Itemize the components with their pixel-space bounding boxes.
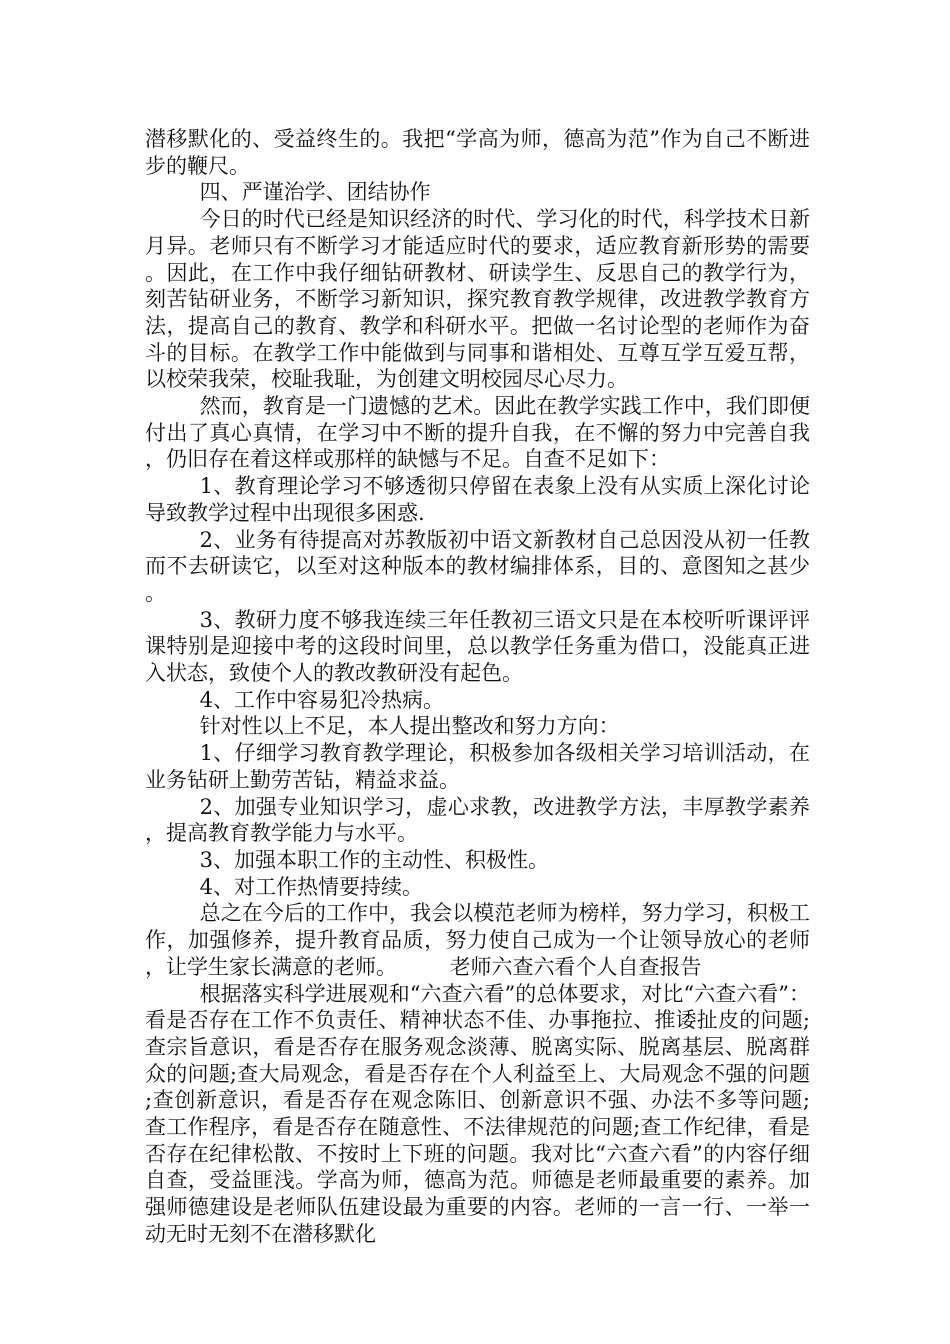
paragraph-continuation: 潜移默化的、受益终生的。我把“学高为师，德高为范”作为自己不断进步的鞭尺。 bbox=[145, 127, 810, 178]
paragraph-learning-era: 今日的时代已经是知识经济的时代、学习化的时代，科学技术日新月异。老师只有不断学习才能适应时代的要求，适应教育新形势的需要。因此，在工作中我仔细钻研教材、研读学生、反思自己的教学行为，刻苦钻研业务，不断学习新知识，探究教育教学规律，改进教学教育方法，提高自己的教育、教学和科研水平。把做一名讨论型的老师作为奋斗的目标。在教学工作中能做到与同事和谐相处、互尊互学互爱互帮，以校荣我荣，校耻我耻，为创建文明校园尽心尽力。 bbox=[145, 207, 810, 392]
shortcoming-item-4: 4、工作中容易犯冷热病。 bbox=[199, 687, 444, 712]
shortcoming-item-2: 2、业务有待提高对苏教版初中语文新教材自己总因没从初一任教而不去研读它，以至对这种版本的教材编排体系，目的、意图知之甚少。 bbox=[145, 527, 810, 605]
shortcoming-item-1: 1、教育理论学习不够透彻只停留在表象上没有从实质上深化讨论导致教学过程中出现很多困惑. bbox=[145, 474, 810, 525]
section-heading-four: 四、严谨治学、团结协作 bbox=[199, 180, 431, 205]
paragraph-education-regret: 然而，教育是一门遗憾的艺术。因此在教学实践工作中，我们即便付出了真心真情，在学习中不断的提升自我，在不懈的努力中完善自我，仍旧存在着这样或那样的缺憾与不足。自查不足如下： bbox=[145, 394, 810, 472]
improvement-item-2: 2、加强专业知识学习，虚心求教，改进教学方法，丰厚教学素养，提高教育教学能力与水平。 bbox=[145, 794, 810, 846]
document-body bbox=[145, 126, 810, 1248]
paragraph-conclusion: 总之在今后的工作中，我会以模范老师为榜样，努力学习，积极工作，加强修养，提升教育品质，努力使自己成为一个让领导放心的老师，让学生家长满意的老师。 老师六查六看个人自查报告 bbox=[145, 901, 810, 979]
paragraph-six-checks: 根据落实科学进展观和“六查六看”的总体要求，对比“六查六看”：看是否存在工作不负责任、精神状态不佳、办事拖拉、推诿扯皮的问题;查宗旨意识，看是否存在服务观念淡薄、脱离实际、脱离基层、脱离群众的问题;查大局观念，看是否存在个人利益至上、大局观念不强的问题;查创新意识，看是否存在观念陈旧、创新意识不强、办法不多等问题;查工作程序，看是否存在随意性、不法律规范的问题;查工作纪律，看是否存在纪律松散、不按时上下班的问题。我对比“六查六看”的内容仔细自查，受益匪浅。学高为师，德高为范。师德是老师最重要的素养。加强师德建设是老师队伍建设最为重要的内容。老师的一言一行、一举一动无时无刻不在潜移默化 bbox=[145, 981, 810, 1246]
improvement-item-3: 3、加强本职工作的主动性、积极性。 bbox=[199, 847, 549, 872]
improvement-intro: 针对性以上不足，本人提出整改和努力方向： bbox=[199, 714, 620, 739]
shortcoming-item-3: 3、教研力度不够我连续三年任教初三语文只是在本校听听课评评课特别是迎接中考的这段时间里，总以教学任务重为借口，没能真正进入状态，致使个人的教改教研没有起色。 bbox=[145, 607, 810, 686]
improvement-item-4: 4、对工作热情要持续。 bbox=[199, 874, 423, 899]
improvement-item-1: 1、仔细学习教育教学理论，积极参加各级相关学习培训活动，在业务钻研上勤劳苦钻，精益求益。 bbox=[145, 741, 810, 792]
